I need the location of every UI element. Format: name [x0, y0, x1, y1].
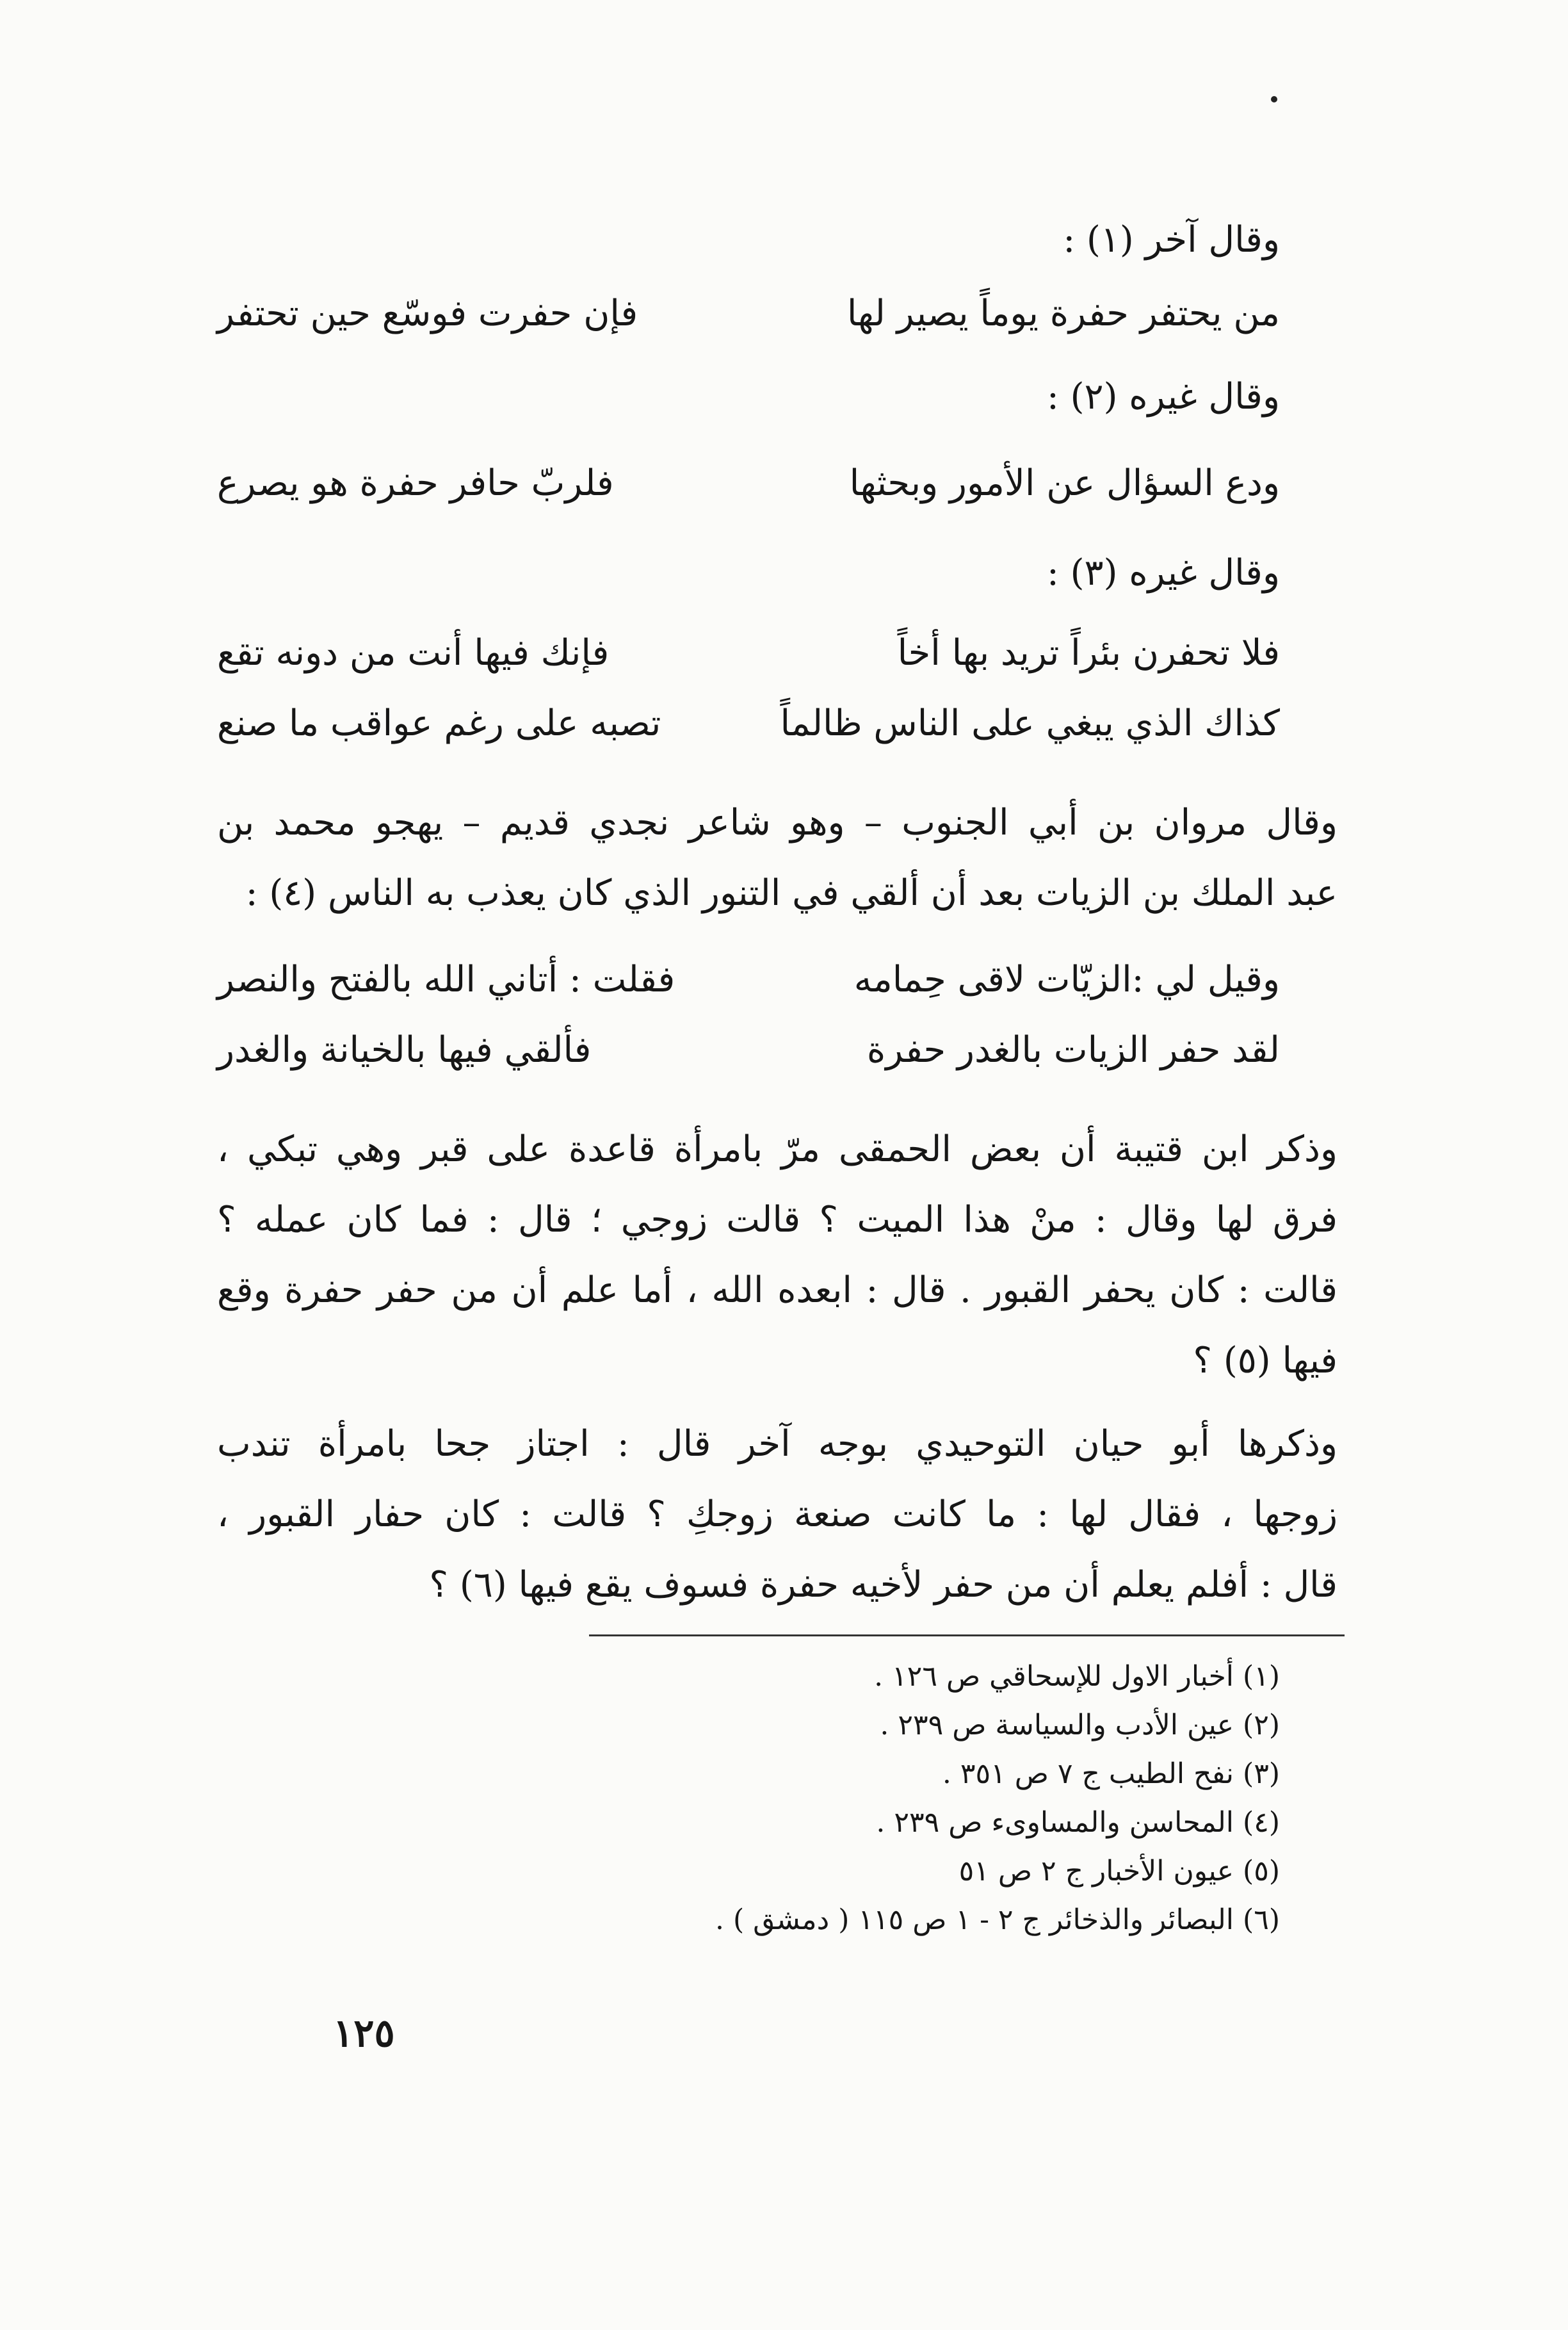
footnote-item: (٢) عين الأدب والسياسة ص ٢٣٩ .	[880, 1709, 1280, 1741]
hemistich-left: فإن حفرت فوسّع حين تحتفر	[217, 293, 638, 334]
hemistich-left: فألقي فيها بالخيانة والغدر	[217, 1029, 592, 1071]
verse-line	[217, 448, 1280, 519]
hemistich-right: كذاك الذي يبغي على الناس ظالماً	[780, 703, 1280, 744]
paragraph-line: قال : أفلم يعلم أن من حفر لأخيه حفرة فسوف يقع فيها (٦) ؟	[429, 1564, 1338, 1606]
verse-line	[217, 688, 1280, 759]
page-number: ١٢٥	[333, 2011, 395, 2056]
verse-line	[217, 279, 1280, 349]
speck-mark	[1271, 96, 1277, 102]
footnote-divider	[589, 1634, 1345, 1636]
hemistich-right: فلا تحفرن بئراً تريد بها أخاً	[897, 632, 1280, 674]
footnote-item: (٥) عيون الأخبار ج ٢ ص ٥١	[958, 1855, 1280, 1887]
verse-line	[217, 1015, 1280, 1086]
hemistich-left: تصبه على رغم عواقب ما صنع	[217, 703, 661, 744]
paragraph-line: وقال مروان بن أبي الجنوب – وهو شاعر نجدي قديم – يهجو محمد بن	[217, 802, 1338, 843]
footnote-item: (٤) المحاسن والمساوىء ص ٢٣٩ .	[876, 1806, 1280, 1839]
hemistich-left: فإنك فيها أنت من دونه تقع	[217, 632, 610, 674]
intro-1	[217, 205, 1280, 275]
hemistich-right: وقيل لي :الزيّات لاقى حِمامه	[853, 959, 1280, 1000]
intro-3	[217, 538, 1280, 608]
hemistich-left: فلربّ حافر حفرة هو يصرع	[217, 462, 614, 504]
verse-3	[217, 618, 1280, 759]
paragraph-line: زوجها ، فقال لها : ما كانت صنعة زوجكِ ؟ قالت : كان حفار القبور ،	[217, 1494, 1338, 1535]
hemistich-right: ودع السؤال عن الأمور وبحثها	[849, 462, 1280, 504]
hemistich-right: لقد حفر الزيات بالغدر حفرة	[866, 1029, 1280, 1071]
paragraph-line: وذكر ابن قتيبة أن بعض الحمقى مرّ بامرأة قاعدة على قبر وهي تبكي ،	[217, 1128, 1338, 1170]
paragraph-line: عبد الملك بن الزيات بعد أن ألقي في التنور الذي كان يعذب به الناس (٤) :	[245, 872, 1338, 914]
footnotes	[512, 1652, 1280, 1944]
paragraph-line: وذكرها أبو حيان التوحيدي بوجه آخر قال : اجتاز جحا بامرأة تندب	[217, 1423, 1338, 1465]
intro-2	[217, 362, 1280, 432]
paragraph-marwan	[217, 788, 1338, 929]
intro-line: وقال غيره (٢) :	[1046, 376, 1280, 418]
verse-1	[217, 279, 1280, 349]
paragraph-line: فرق لها وقال : منْ هذا الميت ؟ قالت زوجي ؛ قال : فما كان عمله ؟	[217, 1199, 1338, 1241]
paragraph-ibn-qutayba	[217, 1114, 1338, 1396]
paragraph-line: قالت : كان يحفر القبور . قال : ابعده الله ، أما علم أن من حفر حفرة وقع	[217, 1269, 1338, 1311]
hemistich-left: فقلت : أتاني الله بالفتح والنصر	[217, 959, 675, 1000]
footnote-item: (٦) البصائر والذخائر ج ٢ - ١ ص ١١٥ ( دمشق ) .	[715, 1903, 1280, 1936]
footnote-item: (٣) نفح الطيب ج ٧ ص ٣٥١ .	[942, 1757, 1280, 1790]
intro-line: وقال غيره (٣) :	[1046, 552, 1280, 594]
paragraph-line: فيها (٥) ؟	[1193, 1340, 1338, 1381]
paragraph-tawhidi	[217, 1409, 1338, 1620]
verse-2	[217, 448, 1280, 519]
verse-line	[217, 618, 1280, 688]
verse-4	[217, 945, 1280, 1086]
intro-line: وقال آخر (١) :	[1063, 219, 1280, 261]
verse-line	[217, 945, 1280, 1015]
hemistich-right: من يحتفر حفرة يوماً يصير لها	[846, 293, 1280, 334]
footnote-item: (١) أخبار الاول للإسحاقي ص ١٢٦ .	[874, 1660, 1280, 1693]
